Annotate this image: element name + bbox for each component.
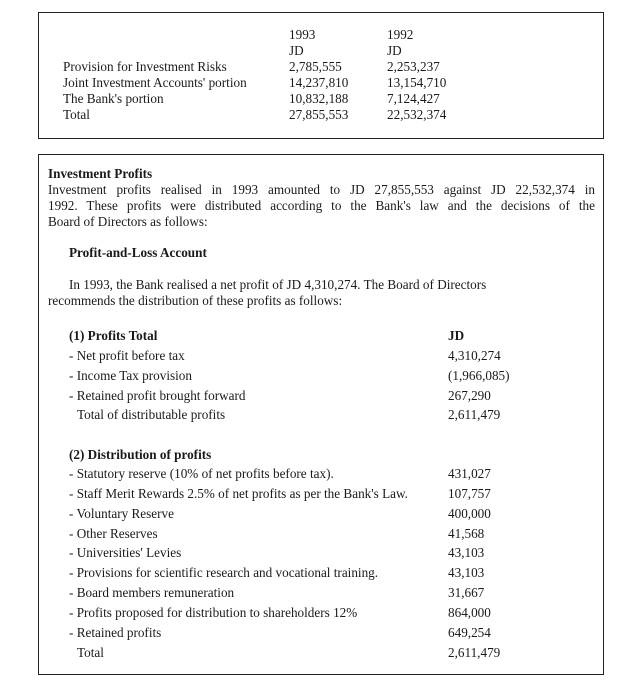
distribution-heading: (2) Distribution of profits bbox=[69, 447, 212, 462]
distribution-item-value: 649,254 bbox=[448, 625, 491, 640]
distributable-total-value: 2,611,479 bbox=[448, 407, 501, 422]
unit-1993-header: JD bbox=[289, 43, 304, 58]
profits-item-label: - Net profit before tax bbox=[69, 348, 185, 363]
pl-account-line-2: recommends the distribution of these profits as follows: bbox=[48, 293, 343, 308]
distribution-item-value: 31,667 bbox=[448, 585, 485, 600]
distribution-item-value: 43,103 bbox=[448, 545, 485, 560]
row-label: Provision for Investment Risks bbox=[63, 59, 227, 74]
profits-item-value: (1,966,085) bbox=[448, 368, 510, 383]
distribution-item-label: - Staff Merit Rewards 2.5% of net profits as per the Bank's Law. bbox=[69, 486, 408, 501]
profits-item-value: 267,290 bbox=[448, 388, 491, 403]
row-label: The Bank's portion bbox=[63, 91, 164, 106]
distribution-item-label: - Universities' Levies bbox=[69, 545, 182, 560]
distribution-item-label: - Voluntary Reserve bbox=[69, 506, 174, 521]
distribution-item-value: 107,757 bbox=[448, 486, 491, 501]
row-value-1993: 10,832,188 bbox=[289, 91, 349, 106]
row-value-1992: 2,253,237 bbox=[387, 59, 440, 74]
investment-table-box bbox=[38, 12, 604, 139]
distribution-item-label: - Other Reserves bbox=[69, 526, 158, 541]
investment-profits-line-3: Board of Directors as follows: bbox=[48, 214, 208, 229]
distribution-total-label: Total bbox=[77, 645, 104, 660]
row-label: Joint Investment Accounts' portion bbox=[63, 75, 247, 90]
jd-unit-header: JD bbox=[448, 328, 465, 343]
investment-profits-heading: Investment Profits bbox=[48, 166, 153, 181]
investment-profits-line-1: Investment profits realised in 1993 amounted to JD 27,855,553 against JD 22,532,374 in bbox=[48, 182, 595, 197]
investment-profits-line-2: 1992. These profits were distributed according to the Bank's law and the decisions of the bbox=[48, 198, 595, 213]
distribution-total-value: 2,611,479 bbox=[448, 645, 501, 660]
distribution-item-value: 864,000 bbox=[448, 605, 491, 620]
profits-total-heading: (1) Profits Total bbox=[69, 328, 158, 343]
pl-account-line-1: In 1993, the Bank realised a net profit of JD 4,310,274. The Board of Directors bbox=[69, 277, 487, 292]
row-value-1992: 7,124,427 bbox=[387, 91, 440, 106]
distribution-item-label: - Retained profits bbox=[69, 625, 162, 640]
pl-account-heading: Profit-and-Loss Account bbox=[69, 245, 207, 260]
total-value-1992: 22,532,374 bbox=[387, 107, 447, 122]
profits-item-label: - Income Tax provision bbox=[69, 368, 192, 383]
distribution-item-value: 43,103 bbox=[448, 565, 485, 580]
distributable-total-label: Total of distributable profits bbox=[77, 407, 226, 422]
distribution-item-label: - Statutory reserve (10% of net profits before tax). bbox=[69, 466, 334, 481]
total-value-1993: 27,855,553 bbox=[289, 107, 349, 122]
year-1992-header: 1992 bbox=[387, 27, 414, 42]
distribution-item-label: - Profits proposed for distribution to shareholders 12% bbox=[69, 605, 358, 620]
distribution-item-label: - Provisions for scientific research and vocational training. bbox=[69, 565, 379, 580]
investment-profits-box bbox=[38, 154, 604, 675]
distribution-item-value: 41,568 bbox=[448, 526, 485, 541]
unit-1992-header: JD bbox=[387, 43, 402, 58]
total-label: Total bbox=[63, 107, 90, 122]
row-value-1992: 13,154,710 bbox=[387, 75, 447, 90]
profits-item-label: - Retained profit brought forward bbox=[69, 388, 246, 403]
distribution-item-value: 431,027 bbox=[448, 466, 491, 481]
profits-item-value: 4,310,274 bbox=[448, 348, 501, 363]
distribution-item-value: 400,000 bbox=[448, 506, 491, 521]
distribution-item-label: - Board members remuneration bbox=[69, 585, 235, 600]
row-value-1993: 14,237,810 bbox=[289, 75, 349, 90]
row-value-1993: 2,785,555 bbox=[289, 59, 342, 74]
year-1993-header: 1993 bbox=[289, 27, 316, 42]
